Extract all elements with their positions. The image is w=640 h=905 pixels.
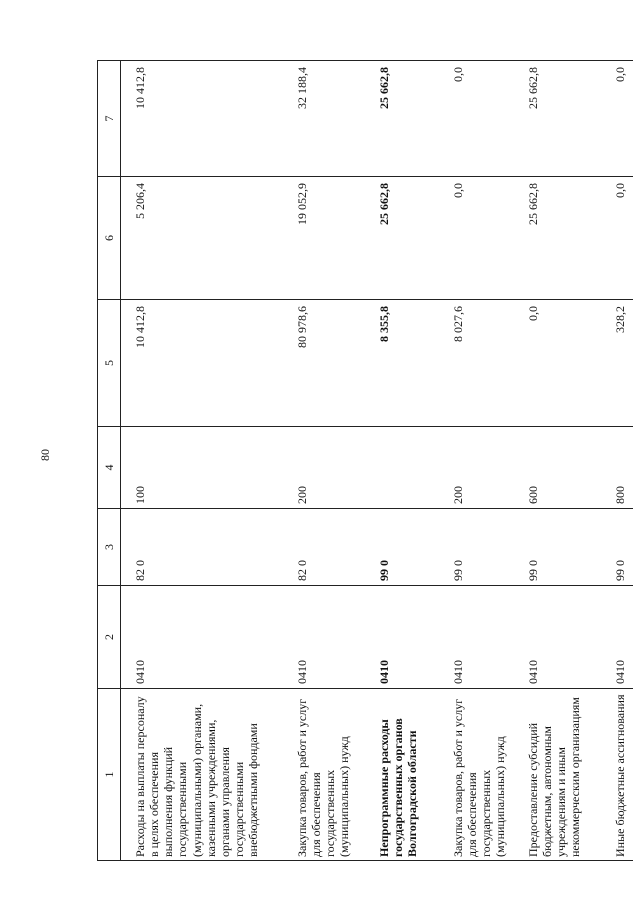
expense-name: Закупка товаров, работ и услуг для обеспечения государственных (муниципальных) нужд xyxy=(439,689,514,861)
column-header: 7 xyxy=(98,61,121,177)
amount-col7: 0,0 xyxy=(439,61,514,177)
amount-col7: 25 662,8 xyxy=(365,61,439,177)
expense-name: Непрограммные расходы государственных органов Волгоградской области xyxy=(365,689,439,861)
amount-col5: 10 412,8 xyxy=(121,300,284,427)
amount-col6: 25 662,8 xyxy=(365,177,439,300)
amount-col7: 0,0 xyxy=(601,61,633,177)
amount-col6: 0,0 xyxy=(601,177,633,300)
amount-col7: 10 412,8 xyxy=(121,61,284,177)
table-row xyxy=(121,61,284,861)
section-code: 0410 xyxy=(601,586,633,689)
table-row xyxy=(439,61,514,861)
column-header: 5 xyxy=(98,300,121,427)
expense-type-code: 100 xyxy=(121,427,284,509)
program-code: 99 0 xyxy=(439,509,514,586)
amount-col5: 8 355,8 xyxy=(365,300,439,427)
amount-col5: 0,0 xyxy=(514,300,601,427)
expense-name: Расходы на выплаты персоналу в целях обеспечения выполнения функций государственными (муниципальными) органами, казенными учреждениями, органами управления государственными внебюджетными фондами xyxy=(121,689,284,861)
amount-col7: 32 188,4 xyxy=(283,61,365,177)
table-row xyxy=(365,61,439,861)
section-code: 0410 xyxy=(121,586,284,689)
amount-col6: 25 662,8 xyxy=(514,177,601,300)
budget-table xyxy=(97,60,633,861)
column-header: 6 xyxy=(98,177,121,300)
amount-col7: 25 662,8 xyxy=(514,61,601,177)
header-row xyxy=(98,61,121,861)
expense-name: Предоставление субсидий бюджетным, автономным учреждениям и иным некоммерческим организациям xyxy=(514,689,601,861)
expense-type-code: 600 xyxy=(514,427,601,509)
section-code: 0410 xyxy=(365,586,439,689)
program-code: 99 0 xyxy=(365,509,439,586)
amount-col6: 19 052,9 xyxy=(283,177,365,300)
expense-name: Закупка товаров, работ и услуг для обеспечения государственных (муниципальных) нужд xyxy=(283,689,365,861)
column-header: 1 xyxy=(98,689,121,861)
amount-col6: 5 206,4 xyxy=(121,177,284,300)
amount-col5: 80 978,6 xyxy=(283,300,365,427)
section-code: 0410 xyxy=(514,586,601,689)
table-row xyxy=(601,61,633,861)
amount-col5: 8 027,6 xyxy=(439,300,514,427)
amount-col5: 328,2 xyxy=(601,300,633,427)
column-header: 4 xyxy=(98,427,121,509)
table-row xyxy=(283,61,365,861)
program-code: 99 0 xyxy=(601,509,633,586)
page-number: 80 xyxy=(38,449,52,461)
table-row xyxy=(514,61,601,861)
column-header: 3 xyxy=(98,509,121,586)
amount-col6: 0,0 xyxy=(439,177,514,300)
expense-type-code: 200 xyxy=(439,427,514,509)
column-header: 2 xyxy=(98,586,121,689)
section-code: 0410 xyxy=(439,586,514,689)
expense-type-code xyxy=(365,427,439,509)
section-code: 0410 xyxy=(283,586,365,689)
expense-type-code: 200 xyxy=(283,427,365,509)
program-code: 99 0 xyxy=(514,509,601,586)
expense-name: Иные бюджетные ассигнования xyxy=(601,689,633,861)
rotated-table-container xyxy=(97,61,627,861)
program-code: 82 0 xyxy=(121,509,284,586)
program-code: 82 0 xyxy=(283,509,365,586)
expense-type-code: 800 xyxy=(601,427,633,509)
